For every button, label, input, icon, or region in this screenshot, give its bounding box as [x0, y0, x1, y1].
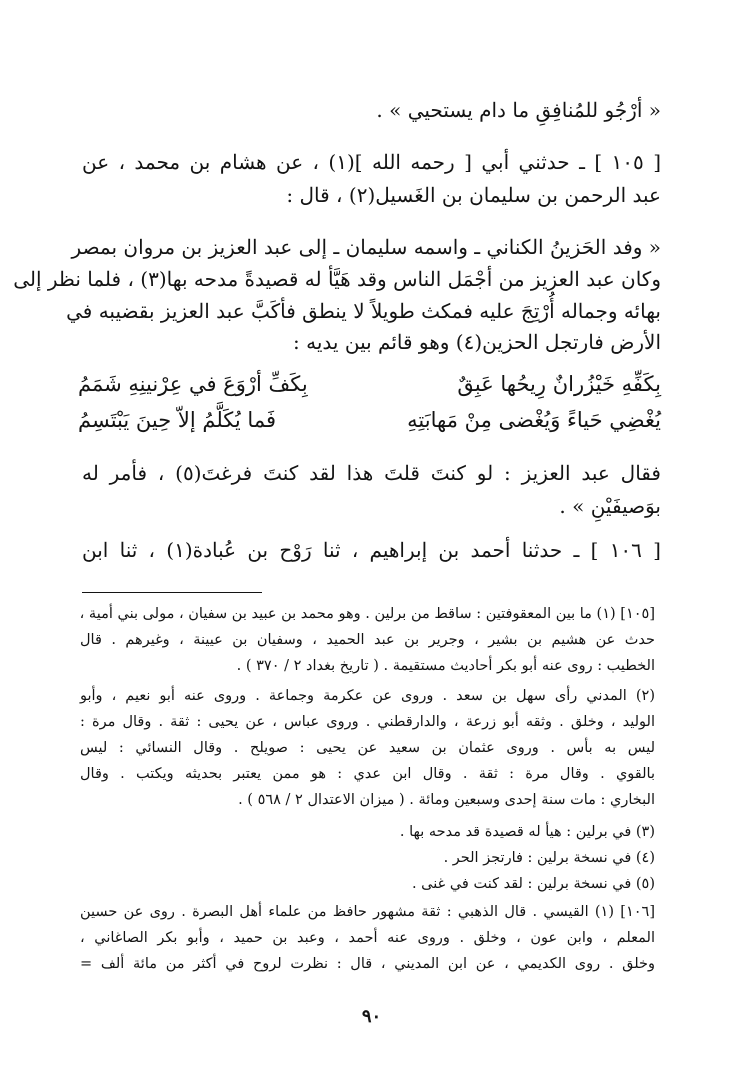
- text-line: فقال عبد العزيز : لو كنتَ قلتَ هذا لقد كنتَ فرغتَ(٥) ، فأمر له: [82, 461, 661, 485]
- text-line: « وفد الحَزينُ الكناني ـ واسمه سليمان ـ إلى عبد العزيز بن مروان بمصر: [71, 235, 661, 259]
- verse-1-second-hemistich: بِكَفِّ أرْوَعَ في عِرْنينِهِ شَمَمُ: [78, 372, 308, 396]
- footnote-line: [١٠٦] (١) القيسي . قال الذهبي : ثقة مشهور حافظ من علماء أهل البصرة . روى عن حسين: [80, 904, 655, 920]
- footnote-separator: [82, 592, 262, 593]
- text-line: بهائه وجماله أُرْتِجَ عليه فمكث طويلاً لا ينطق فأكَبَّ عبد العزيز بقضيبه في: [66, 299, 661, 323]
- verse-1-first-hemistich: بِكَفِّهِ خَيْزُرانٌ رِيحُها عَبِقٌ: [457, 372, 661, 396]
- footnote-line: وخلق . روى الكديمي ، عن ابن المديني ، قال : نظرت لروح في أكثر من مائة ألف =: [80, 956, 655, 972]
- footnote-line: الوليد ، وخلق . وثقه أبو زرعة ، والدارقطني . وروى عباس ، عن يحيى : ثقة . وقال مرة :: [80, 714, 655, 730]
- text-line: بوَصيفَيْنِ » .: [559, 494, 661, 518]
- text-line: عبد الرحمن بن سليمان بن الغَسيل(٢) ، قال :: [286, 183, 661, 207]
- verse-2-second-hemistich: فَما يُكَلَّمُ إلاّ حِينَ يَبْتَسِمُ: [78, 408, 276, 432]
- footnote-line: (٣) في برلين : هيأ له قصيدة قد مدحه بها .: [399, 824, 655, 840]
- footnote-line: المعلم ، وابن عون ، وخلق . وروى عنه أحمد ، وعبد بن حميد ، وأبو بكر الصاغاني ،: [80, 930, 655, 946]
- footnote-line: بالقوي . وقال مرة : ثقة . وقال ابن عدي : هو ممن يعتبر بحديثه ويكتب . وقال: [80, 766, 655, 782]
- hadith-106-line: [ ١٠٦ ] ـ حدثنا أحمد بن إبراهيم ، ثنا رَوْح بن عُبادة(١) ، ثنا ابن: [82, 538, 661, 562]
- footnote-line: (٢) المدني رأى سهل بن سعد . وروى عن عكرمة وجماعة . وروى عنه أبو نعيم ، وأبو: [80, 688, 655, 704]
- footnote-line: [١٠٥] (١) ما بين المعقوفتين : ساقط من برلين . وهو محمد بن عبيد بن سفيان ، مولى بني أمية ،: [79, 606, 655, 622]
- footnote-line: البخاري : مات سنة إحدى وسبعين ومائة . ( ميزان الاعتدال ٢ / ٥٦٨ ) .: [238, 792, 655, 808]
- footnote-line: الخطيب : روى عنه أبو بكر أحاديث مستقيمة . ( تاريخ بغداد ٢ / ٣٧٠ ) .: [236, 658, 655, 674]
- footnote-line: ليس به بأس . وروى عثمان بن سعيد عن يحيى : صويلح . وقال النسائي : ليس: [80, 740, 655, 756]
- verse-2-first-hemistich: يُغْضِي حَياءً وَيُغْضى مِنْ مَهابَتِهِ: [407, 408, 661, 432]
- footnote-line: (٤) في نسخة برلين : فارتجز الحر .: [443, 850, 655, 866]
- page-number: ٩٠: [361, 1006, 382, 1027]
- text-line: وكان عبد العزيز من أجْمَل الناس وقد هَيَّأ له قصيدةً مدحه بها(٣) ، فلما نظر إلى: [13, 267, 661, 291]
- text-line: الأرض فارتجل الحزين(٤) وهو قائم بين يديه :: [293, 330, 661, 354]
- footnote-line: (٥) في نسخة برلين : لقد كنت في غنى .: [411, 876, 655, 892]
- footnote-line: حدث عن هشيم بن بشير ، وجرير بن عبد الحميد ، وسفيان بن عيينة ، وغيرهم . قال: [80, 632, 655, 648]
- text-line: « أرْجُو للمُنافِقِ ما دام يستحيي » .: [376, 98, 661, 122]
- hadith-105-line: [ ١٠٥ ] ـ حدثني أبي [ رحمه الله ](١) ، عن هشام بن محمد ، عن: [82, 150, 661, 174]
